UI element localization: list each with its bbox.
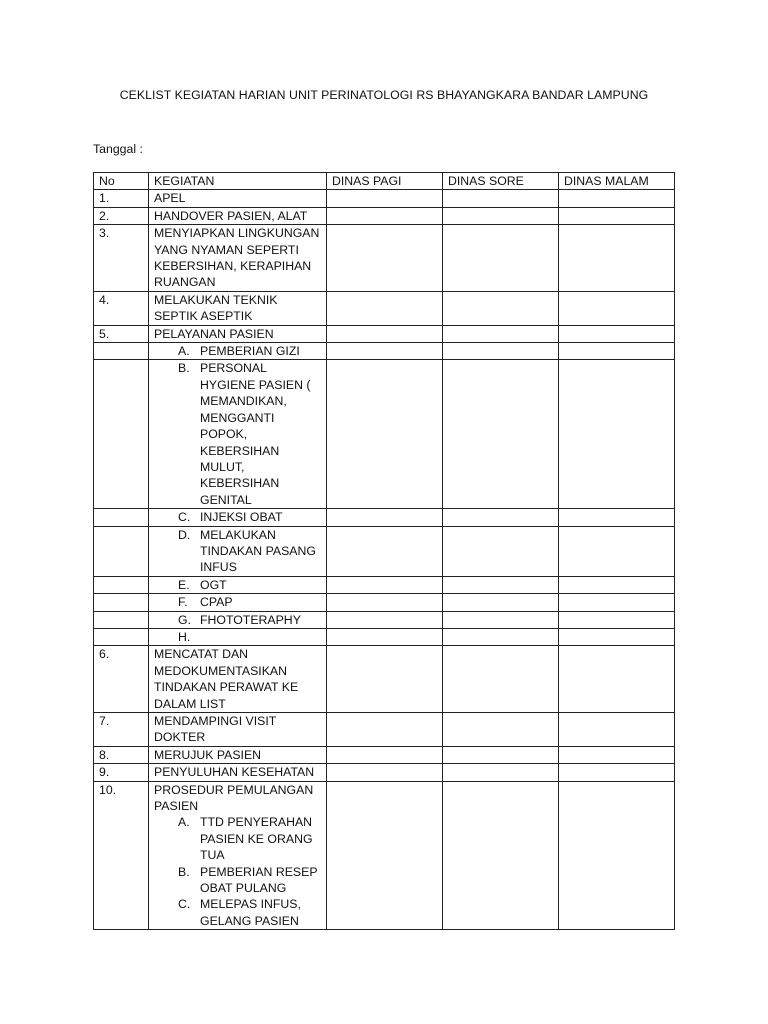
document-title: CEKLIST KEGIATAN HARIAN UNIT PERINATOLOGI RS BHAYANGKARA BANDAR LAMPUNG	[119, 88, 649, 102]
check-cell-morning[interactable]	[327, 291, 443, 325]
check-cell-night[interactable]	[559, 526, 675, 576]
table-row-sub	[94, 628, 675, 645]
sub-item	[154, 864, 321, 897]
check-cell-night[interactable]	[559, 594, 675, 611]
row-number: 10.	[94, 781, 149, 930]
row-number-empty	[94, 343, 149, 360]
check-cell-night[interactable]	[559, 713, 675, 747]
sub-activity-cell	[149, 509, 327, 526]
row-number-empty	[94, 526, 149, 576]
check-cell-morning[interactable]	[327, 628, 443, 645]
check-cell-night[interactable]	[559, 611, 675, 628]
check-cell-night[interactable]	[559, 325, 675, 342]
row-number: 3.	[94, 225, 149, 292]
check-cell-morning[interactable]	[327, 360, 443, 509]
activity-cell: PELAYANAN PASIEN	[149, 325, 327, 342]
table-row-sub	[94, 360, 675, 509]
table-row-sub	[94, 509, 675, 526]
row-number-empty	[94, 509, 149, 526]
sub-activity-cell	[149, 343, 327, 360]
sub-activity-cell	[149, 576, 327, 593]
check-cell-morning[interactable]	[327, 190, 443, 207]
check-cell-night[interactable]	[559, 225, 675, 292]
activity-cell: MENCATAT DAN MEDOKUMENTASIKAN TINDAKAN PERAWAT KE DALAM LIST	[149, 646, 327, 713]
date-label: Tanggal :	[93, 142, 143, 156]
row-number: 2.	[94, 207, 149, 224]
check-cell-morning[interactable]	[327, 325, 443, 342]
sub-item-text: PEMBERIAN GIZI	[200, 344, 300, 359]
check-cell-morning[interactable]	[327, 576, 443, 593]
sub-activity-cell	[149, 526, 327, 576]
table-row-sub	[94, 343, 675, 360]
sub-item-letter: A.	[178, 344, 190, 359]
check-cell-night[interactable]	[559, 628, 675, 645]
sub-item-letter: E.	[178, 577, 190, 592]
sub-item-text: CPAP	[200, 595, 233, 610]
activity-cell: MENDAMPINGI VISIT DOKTER	[149, 713, 327, 747]
check-cell-night[interactable]	[559, 190, 675, 207]
sub-item-text: FHOTOTERAPHY	[200, 612, 301, 627]
activity-cell: PENYULUHAN KESEHATAN	[149, 764, 327, 781]
check-cell-afternoon[interactable]	[443, 325, 559, 342]
check-cell-morning[interactable]	[327, 746, 443, 763]
sub-item-letter: H.	[178, 629, 191, 644]
checklist-table	[93, 172, 675, 930]
row-number-empty	[94, 576, 149, 593]
table-row	[94, 646, 675, 713]
table-row	[94, 746, 675, 763]
table-row-sub	[94, 526, 675, 576]
check-cell-night[interactable]	[559, 207, 675, 224]
check-cell-afternoon[interactable]	[443, 291, 559, 325]
header-activity: KEGIATAN	[149, 173, 327, 190]
sub-item-text	[200, 629, 321, 645]
check-cell-morning[interactable]	[327, 611, 443, 628]
sub-item-text: TTD PENYERAHAN PASIEN KE ORANG TUA	[200, 815, 313, 863]
sub-item-letter: D.	[178, 527, 191, 542]
check-cell-afternoon[interactable]	[443, 594, 559, 611]
check-cell-afternoon[interactable]	[443, 611, 559, 628]
row-number-empty	[94, 611, 149, 628]
sub-item-text: OGT	[200, 577, 227, 592]
check-cell-morning[interactable]	[327, 781, 443, 930]
check-cell-night[interactable]	[559, 746, 675, 763]
check-cell-night[interactable]	[559, 576, 675, 593]
row-number: 9.	[94, 764, 149, 781]
sub-item	[154, 896, 321, 929]
activity-cell	[149, 781, 327, 930]
activity-cell: APEL	[149, 190, 327, 207]
check-cell-night[interactable]	[559, 291, 675, 325]
table-row	[94, 190, 675, 207]
table-row	[94, 325, 675, 342]
table-row	[94, 225, 675, 292]
check-cell-afternoon[interactable]	[443, 509, 559, 526]
row-number: 5.	[94, 325, 149, 342]
row-number: 8.	[94, 746, 149, 763]
check-cell-afternoon[interactable]	[443, 646, 559, 713]
check-cell-afternoon[interactable]	[443, 207, 559, 224]
sub-item-text: MELAKUKAN TINDAKAN PASANG INFUS	[200, 527, 316, 575]
check-cell-afternoon[interactable]	[443, 746, 559, 763]
table-row	[94, 713, 675, 747]
row-number-empty	[94, 628, 149, 645]
check-cell-afternoon[interactable]	[443, 360, 559, 509]
sub-item-letter: F.	[178, 595, 188, 610]
check-cell-morning[interactable]	[327, 509, 443, 526]
sub-item-letter: A.	[178, 815, 190, 830]
activity-cell: MELAKUKAN TEKNIK SEPTIK ASEPTIK	[149, 291, 327, 325]
table-row-sub	[94, 576, 675, 593]
check-cell-morning[interactable]	[327, 594, 443, 611]
table-row	[94, 207, 675, 224]
table-row	[94, 764, 675, 781]
table-row-sub	[94, 611, 675, 628]
check-cell-night[interactable]	[559, 646, 675, 713]
check-cell-morning[interactable]	[327, 207, 443, 224]
table-row-sub	[94, 594, 675, 611]
check-cell-afternoon[interactable]	[443, 190, 559, 207]
check-cell-morning[interactable]	[327, 225, 443, 292]
check-cell-afternoon[interactable]	[443, 628, 559, 645]
row-number-empty	[94, 360, 149, 509]
check-cell-afternoon[interactable]	[443, 343, 559, 360]
activity-text: PROSEDUR PEMULANGAN PASIEN	[154, 782, 314, 814]
sub-item-letter: C.	[178, 510, 191, 525]
check-cell-afternoon[interactable]	[443, 576, 559, 593]
check-cell-afternoon[interactable]	[443, 713, 559, 747]
sub-item-letter: B.	[178, 864, 190, 879]
header-shift-night: DINAS MALAM	[559, 173, 675, 190]
check-cell-morning[interactable]	[327, 713, 443, 747]
row-number: 4.	[94, 291, 149, 325]
sub-activity-cell	[149, 360, 327, 509]
check-cell-morning[interactable]	[327, 646, 443, 713]
sub-item-text: MELEPAS INFUS, GELANG PASIEN	[200, 897, 301, 928]
header-row	[94, 173, 675, 190]
row-number: 7.	[94, 713, 149, 747]
row-number-empty	[94, 594, 149, 611]
check-cell-afternoon[interactable]	[443, 526, 559, 576]
check-cell-night[interactable]	[559, 781, 675, 930]
check-cell-night[interactable]	[559, 343, 675, 360]
check-cell-morning[interactable]	[327, 764, 443, 781]
check-cell-afternoon[interactable]	[443, 781, 559, 930]
row-number: 6.	[94, 646, 149, 713]
sub-activity-cell	[149, 611, 327, 628]
table-row	[94, 781, 675, 930]
sub-item-text: PERSONAL HYGIENE PASIEN ( MEMANDIKAN, MENGGANTI POPOK, KEBERSIHAN MULUT, KEBERSIHAN GENITAL	[200, 361, 311, 507]
activity-cell: MERUJUK PASIEN	[149, 746, 327, 763]
row-number: 1.	[94, 190, 149, 207]
sub-item	[154, 814, 321, 863]
check-cell-afternoon[interactable]	[443, 764, 559, 781]
check-cell-morning[interactable]	[327, 526, 443, 576]
check-cell-night[interactable]	[559, 509, 675, 526]
activity-cell: MENYIAPKAN LINGKUNGAN YANG NYAMAN SEPERTI KEBERSIHAN, KERAPIHAN RUANGAN	[149, 225, 327, 292]
check-cell-afternoon[interactable]	[443, 225, 559, 292]
check-cell-night[interactable]	[559, 360, 675, 509]
header-no: No	[94, 173, 149, 190]
header-shift-morning: DINAS PAGI	[327, 173, 443, 190]
sub-item-letter: B.	[178, 361, 190, 376]
sub-item-text: INJEKSI OBAT	[200, 510, 283, 525]
check-cell-morning[interactable]	[327, 343, 443, 360]
table-row	[94, 291, 675, 325]
sub-activity-cell	[149, 594, 327, 611]
header-shift-afternoon: DINAS SORE	[443, 173, 559, 190]
sub-item-letter: C.	[178, 897, 191, 912]
sub-activity-cell	[149, 628, 327, 645]
check-cell-night[interactable]	[559, 764, 675, 781]
sub-item-letter: G.	[178, 612, 191, 627]
activity-cell: HANDOVER PASIEN, ALAT	[149, 207, 327, 224]
sub-item-text: PEMBERIAN RESEP OBAT PULANG	[200, 864, 318, 896]
